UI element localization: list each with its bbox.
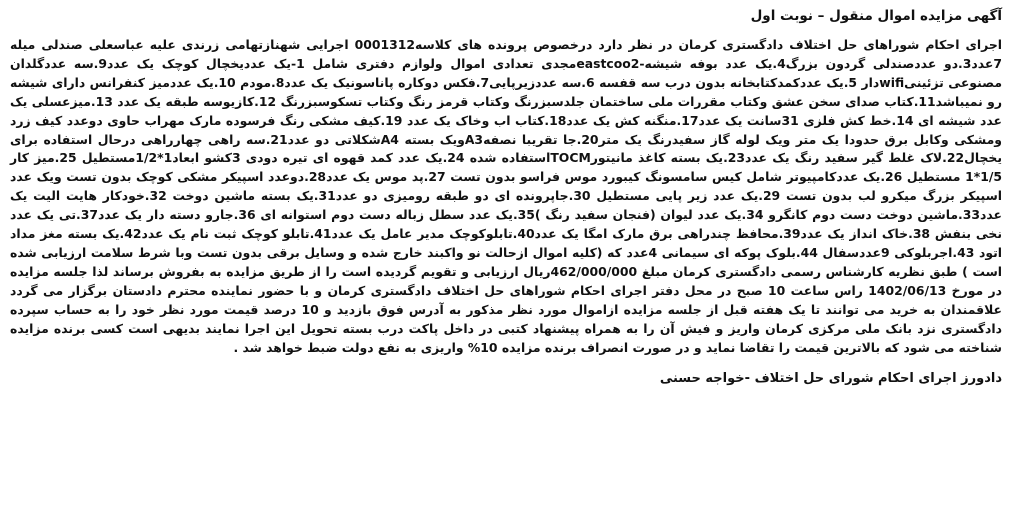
notice-title: آگهی مزایده اموال منقول – نوبت اول <box>750 8 1002 24</box>
notice-signature: دادورز اجرای احکام شورای حل اختلاف -خواجه حسنی <box>659 371 1002 387</box>
notice-body: اجرای احکام شوراهای حل اختلاف دادگستری کرمان در نظر دارد درخصوص پرونده های کلاسه0001312 اجرایی شهنازتهامی زرندی علیه عباسعلی صندلی میله 7عدد3.دو عددصندلی گردون بزرگ4.یک عدد بوفه شیشه-eastcoo2مجدی تعدادی اموال ولوازم دفتری شامل 1-یک عددیخچال کوچک یک عدد9.سه عددگلدان مصنوعی تزئینیwifiدار 5.یک عددکمدکتابخانه بدون درب سه قفسه 6.سه عددزیرپایی7.فکس دوکاره پاناسونیک یک عدد8.مودم 10.یک عددمیز کنفرانس دارای شیشه رو نمیباشد11.کتاب صدای سخن عشق وکتاب مقررات ملی ساختمان جلدسبزرنگ وکتاب قرمز رنگ وکتاب تسکوسبزرنگ 12.کازیوسه طبقه یک عدد 13.میزعسلی یک عدد شیشه ای 14.خط کش فلزی 31سانت یک عدد17.منگنه کش یک عدد18.کتاب اب وخاک یک عدد 19.کیف مشکی رنگ فرسوده مارک مهراب حاوی دوعدد کیف زرد ومشکی وکابل برق حدودا یک متر ویک لوله گاز سفیدرنگ یک متر20.جا تقریبا نصفهA3ویک بسته A4شکلاتی دو عدد21.سه راهی چهارراهی درحال استفاده برای یخچال22.لاک غلط گیر سفید رنگ یک عدد23.یک بسته کاغذ مانیتورTOCMاستفاده شده 24.یک عدد کمد قهوه ای تیره دودی 3کشو ابعاد1*1/2مستطیل 25.میز کار 1/5*1 مستطیل 26.یک عددکامپیوتر شامل کیس سامسونگ کیبورد موس فراسو بدون تست 27.پد موس یک عدد28.دوعدد اسپیکر مشکی کوچک بدون تست ویک عدد اسپیکر بزرگ میکرو لب بدون تست 29.یک عدد زیر پایی مستطیل 30.جاپرونده ای دو طبقه رومیزی دو عدد31.یک بسته ماشین دوخت 32.خودکار هایت الیت یک عدد33.ماشین دوخت دست دوم کانگرو 34.یک عدد لیوان (فنجان سفید رنگ )35.یک عدد سطل زباله دست دوم استوانه ای 36.جارو دسته دار یک عدد37.تی یک عدد نخی بنفش 38.خاک انداز یک عدد39.محافظ چندراهی برق مارک امگا یک عدد40.تابلوکوچک مدیر عامل یک عدد41.تابلو کوچک ثبت نام یک عدد42.یک بسته مغز مداد اتود 43.اجربلوکی 9عددسفال 44.بلوک پوکه ای سیمانی 4عدد که (کلیه اموال ازحالت نو واکبند خارج شده و وسایل برقی بدون تست وبا شرط سلامت ارزیابی شده است ) طبق نظریه کارشناس رسمی دادگستری کرمان مبلغ 462/000/000ریال ارزیابی و تقویم گردیده است را از طریق مزایده به بفروش برساند لذا جلسه مزایده در مورخ 1402/06/13 راس ساعت 10 صبح در محل دفتر اجرای احکام شوراهای حل اختلاف دادگستری کرمان و با حضور نماینده محترم دادستان برگزار می گردد علاقمندان به خرید می توانند تا یک هفته قبل از جلسه مزایده ازاموال مورد نظر مذکور به آدرس فوق بازدید و 10 درصد قیمت مورد نظر خود را به حساب سپرده دادگستری نزد بانک ملی مرکزی کرمان واریز و فیش آن را به همراه پیشنهاد کتبی در داخل پاکت درب بسته تحویل این اجرا نمایند بدیهی است کسی برنده مزایده شناخته می شود که بالاترین قیمت را تقاضا نماید و در صورت انصراف برنده مزایده 10% واریزی به نفع دولت ضبط خواهد شد . <box>10 37 1003 355</box>
